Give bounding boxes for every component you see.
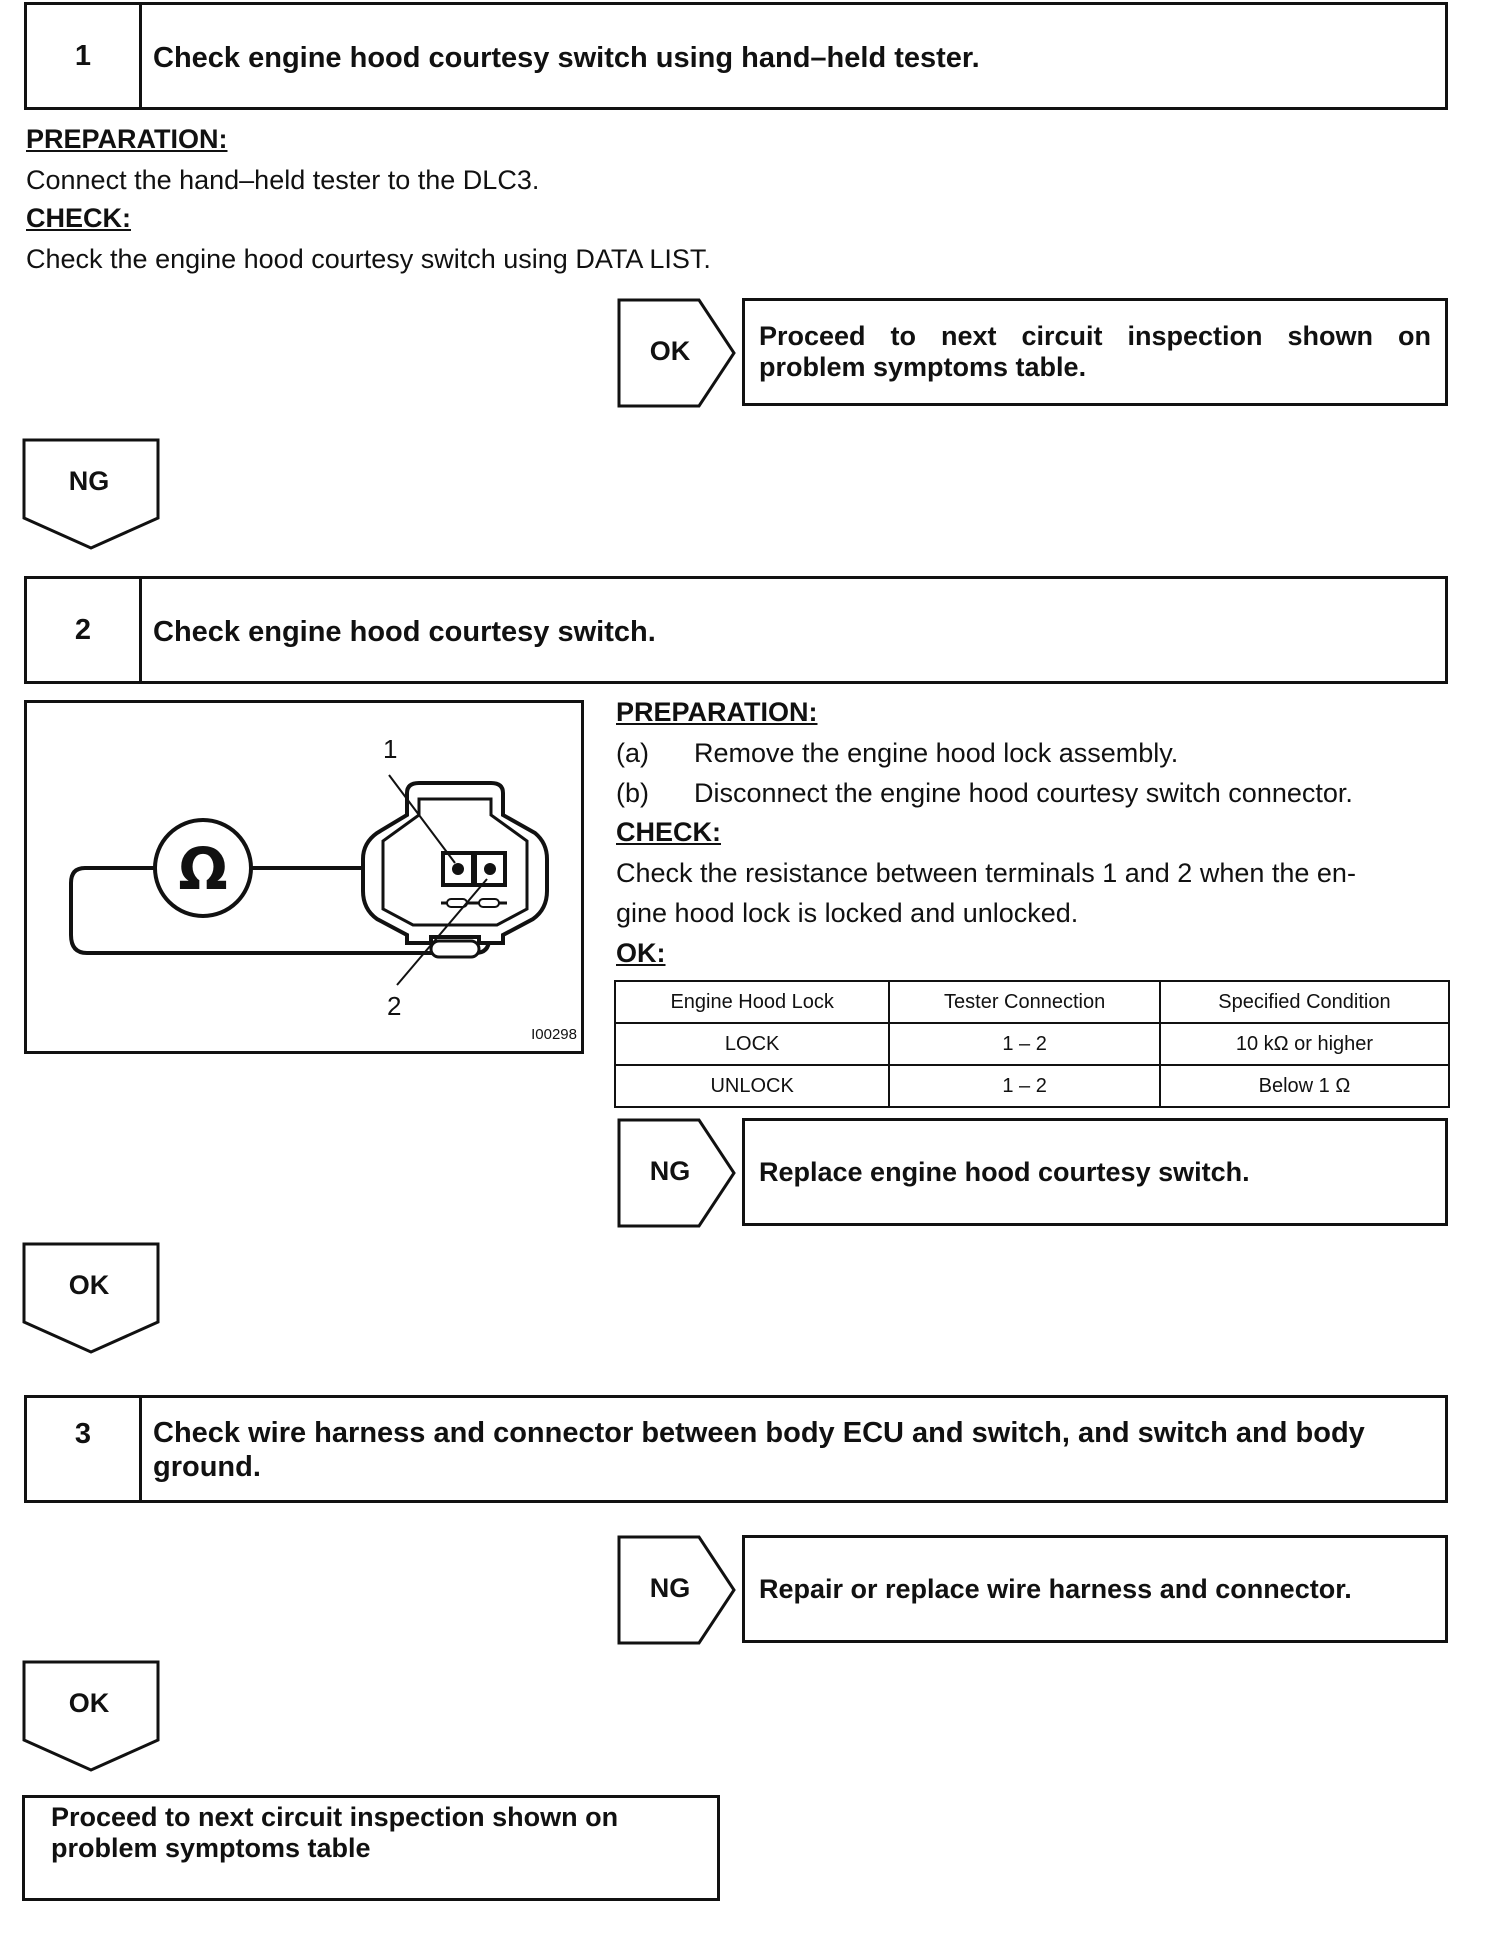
terminal-1-label: 1: [383, 734, 398, 764]
step-1-ok-tag: [617, 298, 739, 408]
step-2-prep-a-label: (a): [616, 738, 649, 768]
terminal-2-label: 2: [387, 991, 402, 1021]
table-header-row: [615, 981, 1449, 1023]
step-2-check-heading: CHECK:: [616, 817, 721, 847]
step-2-header: [24, 576, 1448, 684]
ohm-symbol: Ω: [178, 835, 228, 903]
step-2-preparation-heading: PREPARATION:: [616, 697, 818, 727]
step-1-ng-tag: [22, 438, 162, 552]
step-2-number: 2: [27, 579, 142, 681]
step-2-ok-label: OK: [68, 1270, 110, 1300]
table-cell: 10 kΩ or higher: [1160, 1023, 1449, 1065]
step-1-preparation-text: Connect the hand–held tester to the DLC3.: [26, 165, 540, 195]
step-1-ng-label: NG: [68, 466, 110, 496]
resistance-spec-table: [614, 980, 1450, 1108]
step-2-title: Check engine hood courtesy switch.: [153, 616, 656, 648]
table-row: [615, 1065, 1449, 1107]
step-1-header: [24, 2, 1448, 110]
step-3-title: Check wire harness and connector between body ECU and switch, and switch and body ground.: [153, 1417, 1365, 1483]
step-3-ok-tag: [22, 1660, 162, 1774]
step-1-check-text: Check the engine hood courtesy switch using DATA LIST.: [26, 244, 711, 274]
table-cell: 1 – 2: [889, 1023, 1160, 1065]
step-3-number: 3: [27, 1398, 142, 1500]
ohmmeter-connector-diagram: [27, 703, 581, 1051]
final-result-box: Proceed to next circuit inspection shown on problem symptoms table: [22, 1795, 720, 1901]
step-1-number: 1: [27, 5, 142, 107]
step-3-ng-result: Repair or replace wire harness and connector.: [742, 1535, 1448, 1643]
table-header-cell: Tester Connection: [889, 981, 1160, 1023]
step-3-ng-label: NG: [649, 1573, 691, 1603]
table-cell: Below 1 Ω: [1160, 1065, 1449, 1107]
step-1-title: Check engine hood courtesy switch using hand–held tester.: [153, 42, 980, 74]
resistance-test-diagram: [24, 700, 584, 1054]
step-2-ok-heading: OK:: [616, 938, 666, 968]
step-2-ng-tag: [617, 1118, 739, 1228]
step-2-check-line-1: Check the resistance between terminals 1 and 2 when the en-: [616, 858, 1356, 888]
step-1-check-heading: CHECK:: [26, 203, 131, 233]
table-header-cell: Engine Hood Lock: [615, 981, 889, 1023]
step-1-ok-label: OK: [649, 336, 691, 366]
step-3-ok-label: OK: [68, 1688, 110, 1718]
step-2-prep-a-text: Remove the engine hood lock assembly.: [694, 738, 1179, 768]
step-1-preparation-heading: PREPARATION:: [26, 124, 228, 154]
figure-id: I00298: [531, 1026, 577, 1043]
table-cell: LOCK: [615, 1023, 889, 1065]
step-3-ng-tag: [617, 1535, 739, 1645]
table-cell: 1 – 2: [889, 1065, 1160, 1107]
step-2-ok-tag: [22, 1242, 162, 1356]
step-1-ok-result: Proceed to next circuit inspection shown on problem symptoms table.: [742, 298, 1448, 406]
step-2-ng-label: NG: [649, 1156, 691, 1186]
step-2-prep-b-text: Disconnect the engine hood courtesy switch connector.: [694, 778, 1353, 808]
step-2-check-line-2: gine hood lock is locked and unlocked.: [616, 898, 1079, 928]
table-cell: UNLOCK: [615, 1065, 889, 1107]
table-row: [615, 1023, 1449, 1065]
step-2-ng-result: Replace engine hood courtesy switch.: [742, 1118, 1448, 1226]
table-header-cell: Specified Condition: [1160, 981, 1449, 1023]
step-2-prep-b-label: (b): [616, 778, 649, 808]
step-3-header: [24, 1395, 1448, 1503]
